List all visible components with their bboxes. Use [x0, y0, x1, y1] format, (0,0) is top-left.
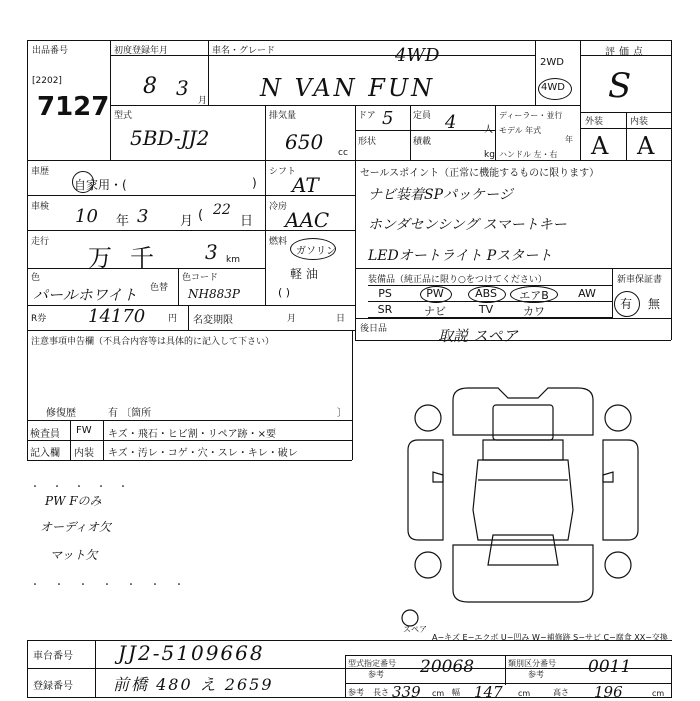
color-code-label: 色コード — [182, 273, 219, 283]
drive-4wd: 4WD — [541, 82, 565, 93]
car-diagram — [398, 380, 648, 630]
rear-value: 取説 スペア — [438, 327, 518, 345]
dealer-label: ディーラー・並行 — [499, 111, 563, 120]
foot-right — [671, 655, 672, 697]
cap-value: 4 — [445, 112, 457, 133]
first-reg-label: 初度登録年月 — [114, 46, 169, 56]
equip-abs: ABS — [475, 287, 497, 300]
div-score — [580, 40, 581, 160]
height-unit: cm — [652, 689, 665, 698]
width-unit: cm — [518, 689, 531, 698]
class-value: 0011 — [588, 657, 632, 677]
mileage-value: 3 — [205, 240, 218, 264]
insp-mid — [27, 440, 352, 441]
color-label: 色 — [31, 273, 41, 283]
color-code-value: NH883P — [188, 287, 240, 301]
reg-value: 前橋 480 え 2659 — [113, 675, 274, 694]
div-reg — [208, 40, 209, 105]
insp-day-unit: 日 — [240, 214, 254, 229]
cap-label: 定員 — [413, 111, 432, 121]
lot-sub: [2202] — [32, 76, 62, 86]
insp-day: 22 — [213, 202, 231, 218]
door-label: ドア — [358, 111, 376, 121]
mileage-sen: 千 — [130, 244, 154, 272]
foot-div1 — [95, 640, 96, 697]
rear-label: 後日品 — [360, 324, 388, 334]
mileage-label: 走行 — [31, 237, 50, 247]
history-close: ) — [252, 176, 257, 190]
sales-point-3: LEDオートライト Pスタート — [368, 248, 553, 264]
title-month: 月 — [287, 314, 297, 324]
notes-label: 注意事項申告欄（不具合内容等は具体的に記入して下さい） — [31, 337, 275, 347]
foot-div3 — [505, 655, 506, 685]
repair-label: 修復歴 — [46, 408, 76, 419]
inspection-label: 車検 — [31, 202, 50, 212]
length-label: 長さ — [373, 688, 389, 697]
insp-month: 3 — [137, 206, 149, 227]
damage-legend: A−キズ E−エクボ U−凹み W−補修跡 S−サビ C−腐食 XX−交換 — [432, 633, 668, 642]
remark-1: PW Fのみ — [45, 494, 102, 508]
type-desig-label: 型式指定番号 — [348, 659, 396, 668]
insp-year: 10 — [75, 206, 98, 227]
mileage-man: 万 — [88, 244, 112, 272]
name-label: 車名・グレード — [212, 46, 276, 56]
ext-label: 外装 — [585, 117, 604, 127]
handle-label: ハンドル 左・右 — [499, 150, 558, 159]
foot-div2 — [345, 655, 346, 697]
repair-close: 〕 — [337, 408, 347, 419]
car-name: N VAN FUN — [260, 74, 436, 102]
first-reg-month: 3 — [176, 76, 189, 100]
recycle-unit: 円 — [168, 314, 178, 324]
remark-3: マット欠 — [50, 548, 98, 562]
remark-2: オーディオ欠 — [40, 520, 112, 534]
equip-aw: AW — [578, 287, 596, 300]
mileage-unit: km — [226, 255, 240, 265]
equip-pw: PW — [426, 287, 444, 300]
eq-grid-bottom — [368, 317, 612, 318]
div-door — [355, 105, 356, 160]
equip-ps: PS — [378, 287, 392, 300]
recycle-label: R券 — [31, 314, 47, 324]
shape-label: 形状 — [358, 137, 377, 147]
length-value: 339 — [392, 683, 421, 701]
insp-bottom — [27, 460, 352, 461]
model-year-label: モデル 年式 — [499, 126, 542, 135]
div-dealer — [495, 105, 496, 160]
height-label: 高さ — [553, 688, 569, 697]
div-sales — [355, 160, 356, 340]
insp-day-paren: ( — [198, 208, 204, 223]
div-history — [265, 160, 266, 305]
cap-unit: 人 — [484, 125, 494, 135]
fuel-diesel: 軽 油 — [290, 267, 318, 281]
inspector-fw-items: キズ・飛石・ヒビ割・リペア跡・×要 — [108, 429, 276, 440]
lot-label: 出品番号 — [32, 46, 69, 56]
inspector-label-2: 記入欄 — [30, 448, 60, 459]
color-value: パールホワイト — [33, 286, 138, 304]
inspector-int-items: キズ・汚レ・コゲ・穴・スレ・キレ・破レ — [108, 448, 298, 459]
eq-top — [355, 268, 671, 269]
equip-tv: TV — [478, 303, 494, 316]
int-label: 内装 — [630, 117, 649, 127]
sales-point-1: ナビ装着SPパッケージ — [368, 187, 513, 203]
repaint-label: 色替 — [150, 283, 169, 293]
insp-div1 — [70, 420, 71, 460]
history-value: 自家用・( — [74, 178, 127, 192]
type-desig-ref: 参考 — [368, 670, 384, 679]
fuel-label: 燃料 — [269, 237, 288, 247]
row2-top — [110, 105, 580, 106]
foot-spec-top — [345, 655, 672, 656]
h-r4 — [27, 305, 355, 306]
new-warranty-label: 新車保証書 — [617, 275, 663, 285]
first-reg-year: 8 — [143, 74, 157, 99]
repair-value: 有 〔箇所 — [108, 408, 152, 419]
div-cap — [410, 105, 411, 160]
recycle-value: 14170 — [88, 306, 146, 327]
notes-bottom — [27, 420, 352, 421]
hdr-sub — [110, 55, 535, 56]
width-value: 147 — [474, 683, 503, 701]
fuel-gasoline: ガソリン — [296, 246, 336, 257]
type-desig-value: 20068 — [420, 657, 475, 677]
sales-label: セールスポイント（正常に機能するものに限ります） — [360, 168, 600, 179]
warranty-yes: 有 — [620, 297, 633, 311]
int-value: A — [637, 132, 655, 160]
eq-bottom — [355, 318, 671, 319]
dot-row-1: ・・・・・ — [30, 482, 140, 493]
height-value: 196 — [594, 683, 623, 701]
drive-2wd: 2WD — [540, 57, 564, 68]
frame-left — [27, 40, 28, 460]
door-value: 5 — [382, 108, 394, 129]
insp-month-unit: 月 — [180, 214, 194, 229]
equip-leather: カワ — [523, 305, 545, 318]
inspector-int-label: 内装 — [74, 448, 94, 459]
insp-year-unit: 年 — [116, 214, 130, 229]
disp-unit: cc — [338, 148, 348, 158]
insp-div2 — [103, 420, 104, 460]
lot-number: 7127 — [37, 92, 110, 122]
drive-type: 4WD — [395, 45, 440, 66]
inspector-label-1: 検査員 — [30, 429, 60, 440]
foot-left — [27, 640, 28, 697]
load-label: 積載 — [413, 137, 432, 147]
div-colorcode — [178, 268, 179, 305]
equipment-label: 装備品（純正品に限り○をつけてください） — [368, 275, 547, 285]
frame-right — [671, 40, 672, 340]
door-sub — [355, 130, 495, 131]
sales-point-2: ホンダセンシング スマートキー — [368, 217, 567, 233]
shift-label: シフト — [269, 167, 297, 177]
year-unit: 年 — [565, 135, 573, 144]
frame-top — [27, 40, 672, 41]
length-ref: 参考 — [348, 688, 364, 697]
ext-value: A — [591, 132, 609, 160]
div-title — [188, 305, 189, 330]
width-label: 幅 — [452, 688, 460, 697]
dot-row-2: ・・・・・・・ — [30, 580, 198, 591]
chassis-value: JJ2-5109668 — [118, 641, 265, 665]
class-ref: 参考 — [528, 670, 544, 679]
title-exp-label: 名変期限 — [193, 315, 233, 326]
shift-value: AT — [292, 173, 319, 197]
model-label: 型式 — [114, 111, 133, 121]
reg-label: 登録番号 — [33, 681, 73, 692]
equip-navi: ナビ — [424, 305, 446, 318]
ac-value: AAC — [285, 208, 330, 232]
warranty-no: 無 — [648, 297, 661, 311]
model-value: 5BD-JJ2 — [130, 126, 210, 150]
title-day: 日 — [336, 314, 346, 324]
div-lot — [110, 40, 111, 160]
month-unit: 月 — [198, 96, 208, 106]
div-drive — [535, 40, 536, 105]
score-label: 評価点 — [605, 47, 647, 58]
disp-label: 排気量 — [269, 111, 297, 121]
h-r5 — [27, 330, 355, 331]
extint-div — [626, 112, 627, 160]
spare-label: スペア — [403, 625, 427, 634]
fuel-paren: ( ) — [278, 286, 291, 299]
score-value: S — [608, 66, 632, 106]
ac-label: 冷房 — [269, 202, 288, 212]
inspector-fw-label: FW — [76, 425, 92, 436]
extint-sub — [580, 128, 671, 129]
equip-sr: SR — [377, 303, 393, 316]
length-unit: cm — [432, 689, 445, 698]
notes-right — [352, 330, 353, 460]
chassis-label: 車台番号 — [33, 651, 73, 662]
div-warranty — [612, 268, 613, 318]
row3-top — [27, 160, 671, 161]
history-label: 車歴 — [31, 167, 50, 177]
equip-airbag: エアB — [519, 289, 549, 302]
class-label: 類別区分番号 — [508, 659, 556, 668]
load-unit: kg — [484, 150, 495, 160]
div-disp — [265, 105, 266, 160]
disp-value: 650 — [285, 130, 324, 154]
